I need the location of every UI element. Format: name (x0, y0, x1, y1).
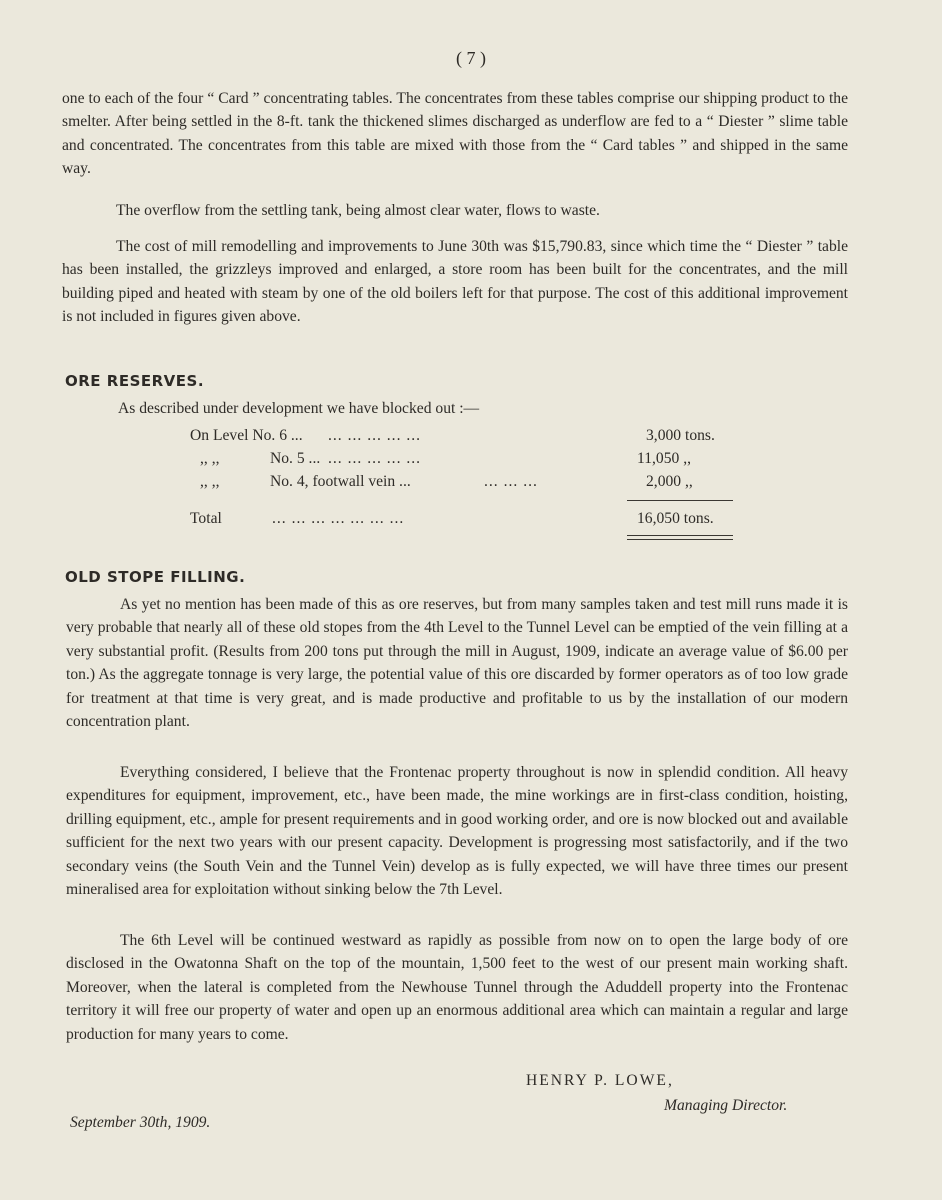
total-value: 16,050 tons. (637, 510, 714, 527)
signature-date: September 30th, 1909. (70, 1114, 211, 1131)
paragraph-text: one to each of the four “ Card ” concentrating tables. The concentrates from these tables comprise our shipping product to the smelter. After being settled in the 8-ft. tank the thickened slimes discharged as underflow are fed to a “ Diester ” slime table and concentrated. The concentrates from this table are mixed with those from the “ Card tables ” and shipped in the same way. (62, 90, 848, 178)
paragraph-card-tables (62, 87, 848, 181)
reserve-row-level-6 (0, 427, 942, 450)
total-double-rule-bottom (627, 539, 733, 540)
reserve-row-level-4 (0, 473, 942, 496)
reserve-row-level-5 (0, 450, 942, 473)
paragraph-text: The 6th Level will be continued westward as rapidly as possible from now on to open the large body of ore disclosed in the Owatonna Shaft on the top of the mountain, 1,500 feet to the west of our present main working shaft. Moreover, when the lateral is completed from the Newhouse Tunnel through the Aduddell property into the Frontenac territory it will free our property of water and open up an enormous additional area which can maintain a regular and large production for many years to come. (66, 932, 848, 1043)
row-ditto: ,, ,, (200, 473, 220, 490)
paragraph-6th-level (66, 929, 848, 1046)
paragraph-mill-cost (62, 235, 848, 329)
old-stope-heading: OLD STOPE FILLING. (65, 568, 246, 586)
reserve-row-total (0, 510, 942, 533)
paragraph-text: Everything considered, I believe that the Frontenac property throughout is now in splendid condition. All heavy expenditures for equipment, improvement, etc., have been made, the mine workings are in first-class condition, hoisting, drilling equipment, etc., ample for present requirements and in good working order, and ore is now blocked out and available sufficient for the next two years with our present capacity. Development is progressing most satisfactorily, and if the two secondary veins (the South Vein and the Tunnel Vein) develop as is fully expected, we will have three times our present mineralised area for exploitation without sinking below the 7th Level. (66, 764, 848, 899)
paragraph-condition (66, 761, 848, 901)
row-leader-dots: ... ... ... ... ... (328, 427, 422, 444)
signature-title: Managing Director. (664, 1097, 788, 1114)
paragraph-text: The overflow from the settling tank, being almost clear water, flows to waste. (116, 202, 600, 219)
row-leader-dots: ... ... ... (484, 473, 538, 490)
signature-name: HENRY P. LOWE, (526, 1072, 674, 1089)
row-value: 11,050 ,, (637, 450, 691, 467)
row-leader-dots: ... ... ... ... ... ... ... (272, 510, 405, 527)
row-label: No. 5 ... (270, 450, 321, 467)
ore-reserves-heading: ORE RESERVES. (65, 372, 205, 390)
subtotal-rule (627, 500, 733, 501)
row-leader-dots: ... ... ... ... ... (328, 450, 422, 467)
paragraph-text: As yet no mention has been made of this as ore reserves, but from many samples taken and test mill runs made it is very probable that nearly all of these old stopes from the 4th Level to the Tunnel Level can be emptied of the vein filling at a very substantial profit. (Results from 200 tons put through the mill in August, 1909, indicate an average value of $6.00 per ton.) As the aggregate tonnage is very large, the potential value of this ore discarded by former operators as of too low grade for treatment at that time is very great, and is made productive and profitable to us by the installation of our modern concentration plant. (66, 596, 848, 731)
total-label: Total (190, 510, 222, 527)
row-ditto: ,, ,, (200, 450, 220, 467)
row-label: No. 4, footwall vein ... (270, 473, 411, 490)
row-label: On Level No. 6 ... (190, 427, 303, 444)
row-value: 3,000 tons. (646, 427, 715, 444)
paragraph-old-stope (66, 593, 848, 733)
ore-reserves-intro: As described under development we have blocked out :— (118, 400, 480, 417)
paragraph-overflow (62, 199, 848, 222)
row-value: 2,000 ,, (646, 473, 693, 490)
total-double-rule-top (627, 535, 733, 536)
paragraph-text: The cost of mill remodelling and improvements to June 30th was $15,790.83, since which time the “ Diester ” table has been installed, the grizzleys improved and enlarged, a store room has been built for the concentrates, and the mill building piped and heated with steam by one of the old boilers left for that purpose. The cost of this additional improvement is not included in figures given above. (62, 238, 848, 326)
page-number: ( 7 ) (456, 48, 486, 68)
